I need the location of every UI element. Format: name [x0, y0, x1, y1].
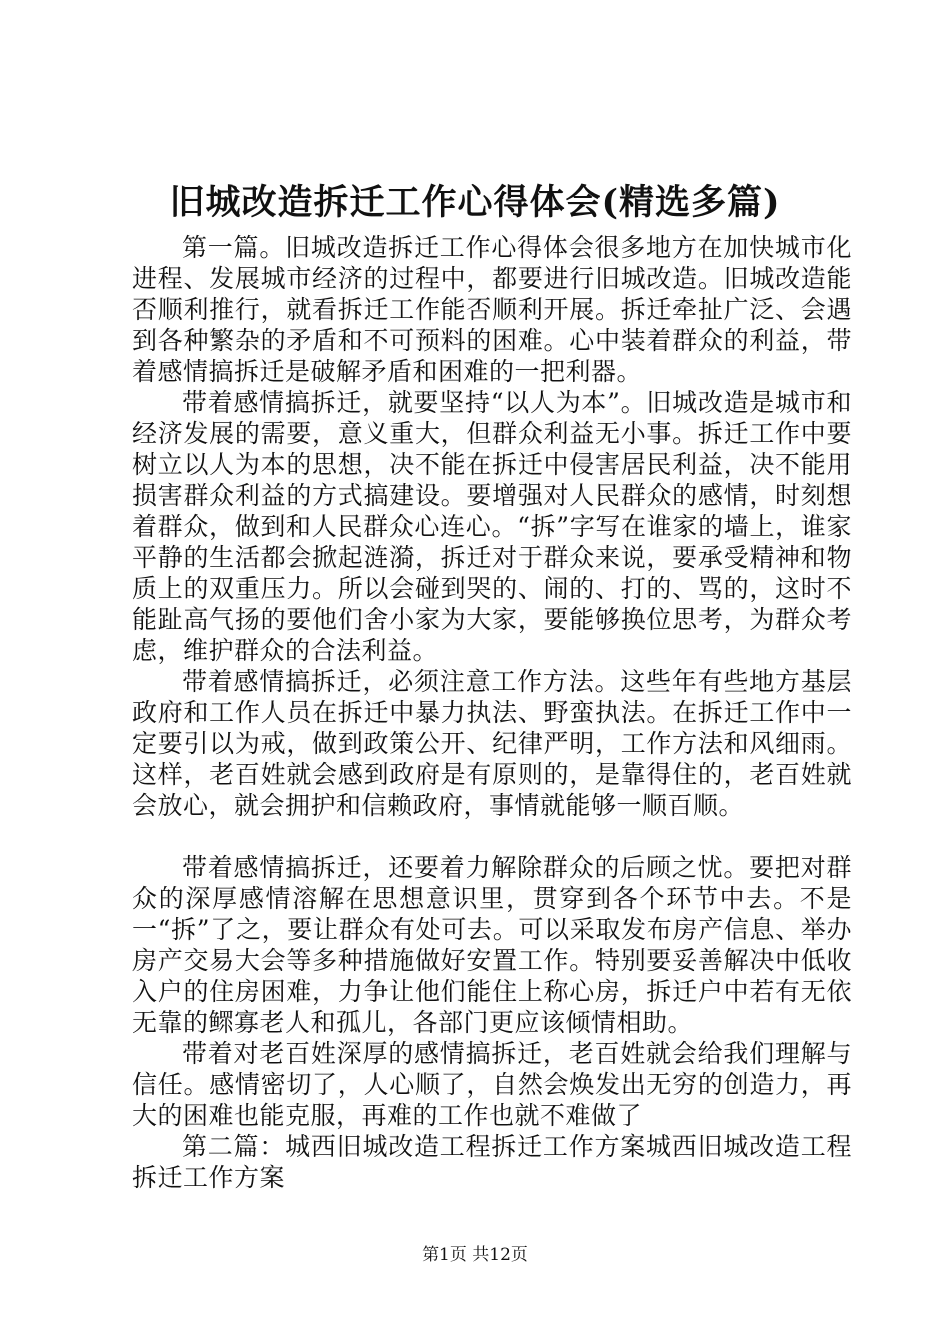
paragraph-6: 第二篇：城西旧城改造工程拆迁工作方案城西旧城改造工程拆迁工作方案: [132, 1132, 852, 1192]
paragraph-3: 带着感情搞拆迁，必须注意工作方法。这些年有些地方基层政府和工作人员在拆迁中暴力执法、野蛮执法。在拆迁工作中一定要引以为戒，做到政策公开、纪律严明，工作方法和风细雨。这样，老百姓就会感到政府是有原则的，是靠得住的，老百姓就会放心，就会拥护和信赖政府，事情就能够一顺百顺。: [132, 667, 852, 820]
page-footer: 第1页 共12页: [422, 1245, 528, 1265]
document-body: [132, 232, 852, 1193]
paragraph-5: 带着对老百姓深厚的感情搞拆迁，老百姓就会给我们理解与信任。感情密切了，人心顺了，自然会焕发出无穷的创造力，再大的困难也能克服，再难的工作也就不难做了: [132, 1039, 852, 1130]
paragraph-4: 带着感情搞拆迁，还要着力解除群众的后顾之忧。要把对群众的深厚感情溶解在思想意识里，贯穿到各个环节中去。不是一“拆”了之，要让群众有处可去。可以采取发布房产信息、举办房产交易大会等多种措施做好安置工作。特别要妥善解决中低收入户的住房困难，力争让他们能住上称心房，拆迁户中若有无依无靠的鳏寡老人和孤儿，各部门更应该倾情相助。: [132, 853, 852, 1037]
paragraph-1: 第一篇。旧城改造拆迁工作心得体会很多地方在加快城市化进程、发展城市经济的过程中，都要进行旧城改造。旧城改造能否顺利推行，就看拆迁工作能否顺利开展。拆迁牵扯广泛、会遇到各种繁杂的矛盾和不可预料的困难。心中装着群众的利益，带着感情搞拆迁是破解矛盾和困难的一把利器。: [132, 233, 852, 386]
document-title: 旧城改造拆迁工作心得体会(精选多篇): [169, 182, 781, 223]
paragraph-spacer: [132, 821, 852, 852]
paragraph-2: 带着感情搞拆迁，就要坚持“以人为本”。旧城改造是城市和经济发展的需要，意义重大，但群众利益无小事。拆迁工作中要树立以人为本的思想，决不能在拆迁中侵害居民利益，决不能用损害群众利益的方式搞建设。要增强对人民群众的感情，时刻想着群众，做到和人民群众心连心。“拆”字写在谁家的墙上，谁家平静的生活都会掀起涟漪，拆迁对于群众来说，要承受精神和物质上的双重压力。所以会碰到哭的、闹的、打的、骂的，这时不能趾高气扬的要他们舍小家为大家，要能够换位思考，为群众考虑，维护群众的合法利益。: [132, 388, 852, 665]
